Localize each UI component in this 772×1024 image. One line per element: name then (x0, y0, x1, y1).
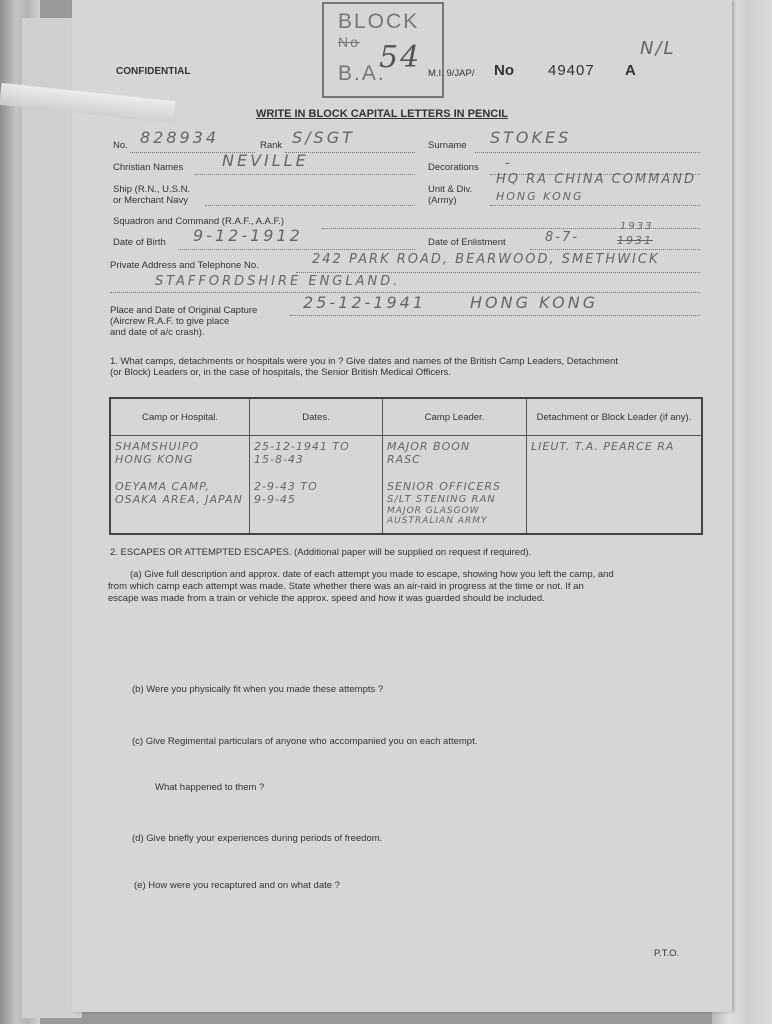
leader-line: RASC (387, 453, 421, 466)
unit-value-2: HONG KONG (496, 190, 584, 203)
q2a-text-3: escape was made from a train or vehicle the approx. speed and how it was guarded should be included. (108, 593, 545, 604)
table-row (110, 436, 702, 535)
enlistment-line (530, 249, 700, 250)
camp-cell (110, 436, 250, 535)
dob-line (178, 249, 415, 250)
q1-text-2: (or Block) Leaders or, in the case of hospitals, the Senior British Medical Officers. (110, 367, 451, 378)
capture-line (290, 315, 700, 316)
address-value-2: STAFFORDSHIRE ENGLAND. (155, 274, 401, 289)
corner-note: N/L (640, 38, 676, 59)
leader-line: MAJOR GLASGOW (387, 506, 480, 516)
ship-label-2: or Merchant Navy (113, 195, 188, 206)
decorations-value: - (505, 156, 512, 171)
unit-label-1: Unit & Div. (428, 184, 473, 195)
camps-table (109, 397, 703, 535)
stamp-no-text: No (338, 34, 360, 50)
dates-line: 15-8-43 (254, 453, 304, 466)
detachment-line: LIEUT. T.A. PEARCE RA (531, 440, 675, 453)
no-value: 828934 (140, 128, 220, 147)
q2c-followup-text: What happened to them ? (155, 782, 265, 793)
leader-line: SENIOR OFFICERS (387, 480, 502, 493)
stamp-number: 54 (379, 40, 422, 75)
dates-line: 25-12-1941 TO (254, 440, 350, 453)
dates-line: 2-9-43 TO (254, 480, 318, 493)
enlistment-label: Date of Enlistment (428, 237, 506, 248)
stamp-ba-text: B.A. (338, 62, 386, 85)
block-stamp (322, 2, 444, 98)
q1-text-1: 1. What camps, detachments or hospitals were you in ? Give dates and names of the British Camp Leaders, Detachment (110, 356, 618, 367)
camp-line: HONG KONG (115, 453, 194, 466)
form-code: M.I. 9/JAP/ (428, 68, 475, 79)
capture-label-3: and date of a/c crash). (110, 327, 205, 338)
enlistment-value: 8-7- (545, 230, 579, 245)
header-camp-leader: Camp Leader. (383, 398, 527, 436)
leader-cell (383, 436, 527, 535)
leader-line: AUSTRALIAN ARMY (387, 516, 488, 526)
confidential-mark: CONFIDENTIAL (116, 66, 191, 77)
rank-value: S/SGT (292, 128, 355, 147)
surname-value: STOKES (490, 128, 572, 147)
christian-value: NEVILLE (222, 151, 309, 170)
address-line-1 (296, 272, 700, 273)
christian-label: Christian Names (113, 162, 184, 173)
squadron-label: Squadron and Command (R.A.F., A.A.F.) (113, 216, 285, 227)
q2b-text: (b) Were you physically fit when you made these attempts ? (132, 684, 384, 695)
ship-label-1: Ship (R.N., U.S.N. (113, 184, 191, 195)
detachment-cell (527, 436, 703, 535)
capture-place: HONG KONG (470, 293, 599, 312)
capture-label-2: (Aircrew R.A.F. to give place (110, 316, 230, 327)
serial-number: 49407 (548, 62, 595, 79)
unit-value-1: HQ RA CHINA COMMAND (496, 172, 697, 187)
camp-line: OSAKA AREA, JAPAN (115, 493, 243, 506)
ship-line (205, 205, 415, 206)
surname-line (475, 152, 700, 153)
header-camp: Camp or Hospital. (110, 398, 250, 436)
q2d-text: (d) Give briefly your experiences during periods of freedom. (132, 833, 383, 844)
stamp-block-text: BLOCK (338, 10, 420, 33)
dates-cell (250, 436, 383, 535)
rank-label: Rank (260, 140, 283, 151)
address-label: Private Address and Telephone No. (110, 260, 259, 271)
surname-label: Surname (428, 140, 467, 151)
header-detachment: Detachment or Block Leader (if any). (527, 398, 703, 436)
leader-line: MAJOR BOON (387, 440, 471, 453)
christian-line (195, 174, 415, 175)
serial-suffix: A (625, 62, 636, 79)
pto-mark: P.T.O. (654, 948, 680, 959)
decorations-label: Decorations (428, 162, 479, 173)
capture-date: 25-12-1941 (303, 293, 426, 312)
dob-value: 9-12-1912 (193, 226, 303, 245)
instruction-heading: WRITE IN BLOCK CAPITAL LETTERS IN PENCIL (256, 108, 508, 120)
leader-line: S/LT STENING RAN (387, 494, 496, 505)
serial-label: No (494, 62, 514, 79)
dates-line: 9-9-45 (254, 493, 296, 506)
q2e-text: (e) How were you recaptured and on what date ? (134, 880, 340, 891)
unit-line (490, 205, 700, 206)
address-value-1: 242 PARK ROAD, BEARWOOD, SMETHWICK (312, 252, 660, 267)
unit-label-2: (Army) (428, 195, 457, 206)
camps-table-header (110, 398, 702, 436)
capture-label-1: Place and Date of Original Capture (110, 305, 258, 316)
camp-line: SHAMSHUIPO (115, 440, 200, 453)
dob-label: Date of Birth (113, 237, 166, 248)
enlistment-year-struck: 1931 (617, 234, 653, 247)
q2a-text-1: (a) Give full description and approx. date of each attempt you made to escape, showing how you left the camp, and (130, 569, 614, 580)
no-label: No. (113, 140, 128, 151)
enlistment-year-corrected: 1933 (620, 221, 654, 232)
q2-title: 2. ESCAPES OR ATTEMPTED ESCAPES. (Additional paper will be supplied on request if required). (110, 547, 532, 558)
header-dates: Dates. (250, 398, 383, 436)
q2a-text-2: from which camp each attempt was made. State whether there was an air-raid in progress at the time or not. If an (108, 581, 584, 592)
camp-line: OEYAMA CAMP, (115, 480, 210, 493)
q2c-text: (c) Give Regimental particulars of anyone who accompanied you on each attempt. (132, 736, 478, 747)
